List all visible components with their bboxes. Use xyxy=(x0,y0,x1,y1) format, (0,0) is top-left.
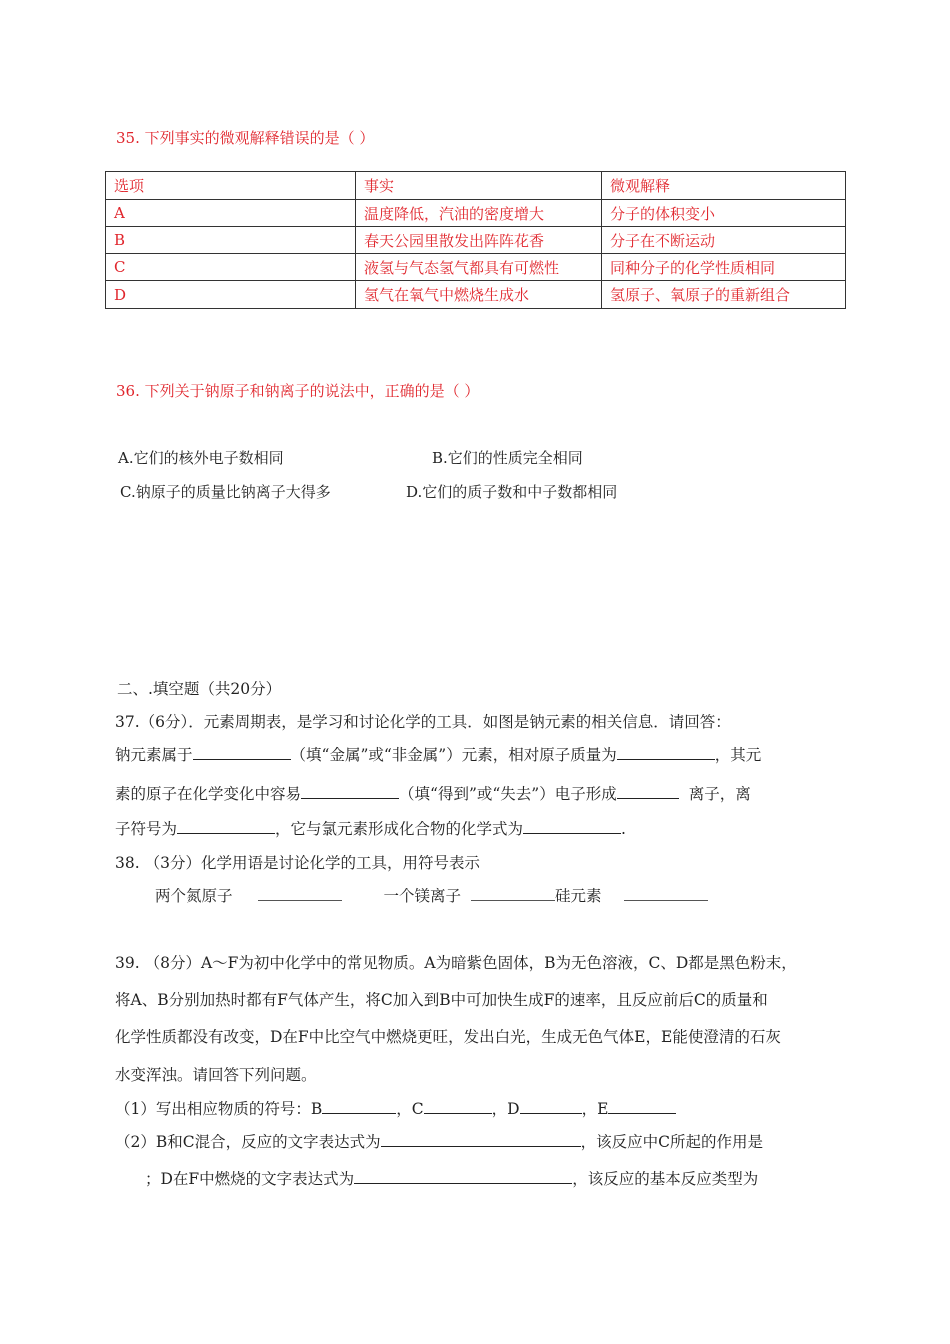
header-explanation: 微观解释 xyxy=(602,172,846,200)
q39-text: ，C xyxy=(396,1100,424,1118)
blank-symbol-b xyxy=(322,1112,396,1114)
blank-atomic-mass xyxy=(617,758,715,760)
row-fact: 春天公园里散发出阵阵花香 xyxy=(356,227,602,254)
header-fact: 事实 xyxy=(356,172,602,200)
q39-part3 xyxy=(145,1172,758,1188)
q38-item-nitrogen: 两个氮原子 xyxy=(155,887,233,905)
row-fact: 液氢与气态氢气都具有可燃性 xyxy=(356,254,602,281)
table-row xyxy=(106,227,846,254)
q36-option-d: D.它们的质子数和中子数都相同 xyxy=(406,483,618,501)
row-fact: 温度降低，汽油的密度增大 xyxy=(356,200,602,227)
row-option: B xyxy=(106,227,356,254)
table-header-row xyxy=(106,172,846,200)
q39-text: ，E xyxy=(581,1100,609,1118)
q38-item-silicon: 硅元素 xyxy=(555,887,602,905)
q38-item-magnesium: 一个镁离子 xyxy=(383,887,462,905)
table-row xyxy=(106,254,846,281)
q37-line1 xyxy=(115,748,761,764)
q39-text: （2）B和C混合，反应的文字表达式为 xyxy=(115,1133,381,1151)
blank-magnesium-ion xyxy=(471,899,555,901)
q37-text: ，其元 xyxy=(714,746,762,764)
q39-line3: 化学性质都没有改变，D在F中比空气中燃烧更旺，发出白光，生成无色气体E，E能使澄清的石灰 xyxy=(115,1028,781,1046)
q37-text: 钠元素属于 xyxy=(115,746,193,764)
q36-option-b: B.它们的性质完全相同 xyxy=(432,449,583,467)
q39-text: （1）写出相应物质的符号：B xyxy=(115,1100,323,1118)
blank-ion-symbol xyxy=(177,832,275,834)
q39-line4: 水变浑浊。请回答下列问题。 xyxy=(115,1066,317,1084)
row-explanation: 氢原子、氧原子的重新组合 xyxy=(602,281,846,309)
row-option: C xyxy=(106,254,356,281)
header-option: 选项 xyxy=(106,172,356,200)
blank-symbol-e xyxy=(608,1112,676,1114)
q37-title: 37.（6分）．元素周期表，是学习和讨论化学的工具．如图是钠元素的相关信息．请回答： xyxy=(115,713,731,731)
q37-text: . xyxy=(621,820,626,838)
row-explanation: 分子的体积变小 xyxy=(602,200,846,227)
q38-items xyxy=(155,889,708,905)
section-heading: 二、.填空题（共20分） xyxy=(117,680,282,698)
q36-title: 36. 下列关于钠原子和钠离子的说法中，正确的是（ ） xyxy=(116,382,480,400)
q35-table xyxy=(105,171,846,309)
blank-two-nitrogen xyxy=(258,899,342,901)
q37-line3 xyxy=(115,822,626,838)
q36-option-c: C.钠原子的质量比钠离子大得多 xyxy=(120,483,331,501)
blank-bc-expression xyxy=(381,1145,581,1147)
q37-text: （填“金属”或“非金属”）元素，相对原子质量为 xyxy=(290,746,617,764)
q37-line2 xyxy=(115,787,751,803)
row-explanation: 同种分子的化学性质相同 xyxy=(602,254,846,281)
q39-text: ，该反应的基本反应类型为 xyxy=(572,1170,759,1188)
row-option: A xyxy=(106,200,356,227)
row-option: D xyxy=(106,281,356,309)
q37-text: （填“得到”或“失去”）电子形成 xyxy=(399,785,617,803)
blank-ion-type xyxy=(617,797,679,799)
q35-title: 35. 下列事实的微观解释错误的是（ ） xyxy=(116,129,375,147)
q37-text: 离子，离 xyxy=(688,785,751,803)
blank-symbol-c xyxy=(424,1112,492,1114)
q37-text: 子符号为 xyxy=(115,820,178,838)
q37-text: ，它与氯元素形成化合物的化学式为 xyxy=(275,820,524,838)
q37-text: 素的原子在化学变化中容易 xyxy=(115,785,302,803)
row-fact: 氢气在氧气中燃烧生成水 xyxy=(356,281,602,309)
q39-line1: 39. （8分）A～F为初中化学中的常见物质。A为暗紫色固体，B为无色溶液，C、D都是黑色粉末， xyxy=(115,954,797,972)
q39-part2 xyxy=(115,1135,763,1151)
blank-silicon xyxy=(624,899,708,901)
table-row xyxy=(106,281,846,309)
blank-gain-lose xyxy=(301,797,399,799)
q39-part1 xyxy=(115,1102,676,1118)
row-explanation: 分子在不断运动 xyxy=(602,227,846,254)
blank-df-expression xyxy=(354,1182,572,1184)
blank-symbol-d xyxy=(520,1112,582,1114)
q39-line2: 将A、B分别加热时都有F气体产生，将C加入到B中可加快生成F的速率，且反应前后C的质量和 xyxy=(115,991,768,1009)
q39-text: ，该反应中C所起的作用是 xyxy=(580,1133,763,1151)
blank-compound-formula xyxy=(523,832,621,834)
q39-text: ；D在F中燃烧的文字表达式为 xyxy=(145,1170,355,1188)
q36-option-a: A.它们的核外电子数相同 xyxy=(118,449,284,467)
blank-metal-type xyxy=(193,758,291,760)
q38-title: 38. （3分）化学用语是讨论化学的工具，用符号表示 xyxy=(115,854,480,872)
table-row xyxy=(106,200,846,227)
q39-text: ，D xyxy=(491,1100,520,1118)
